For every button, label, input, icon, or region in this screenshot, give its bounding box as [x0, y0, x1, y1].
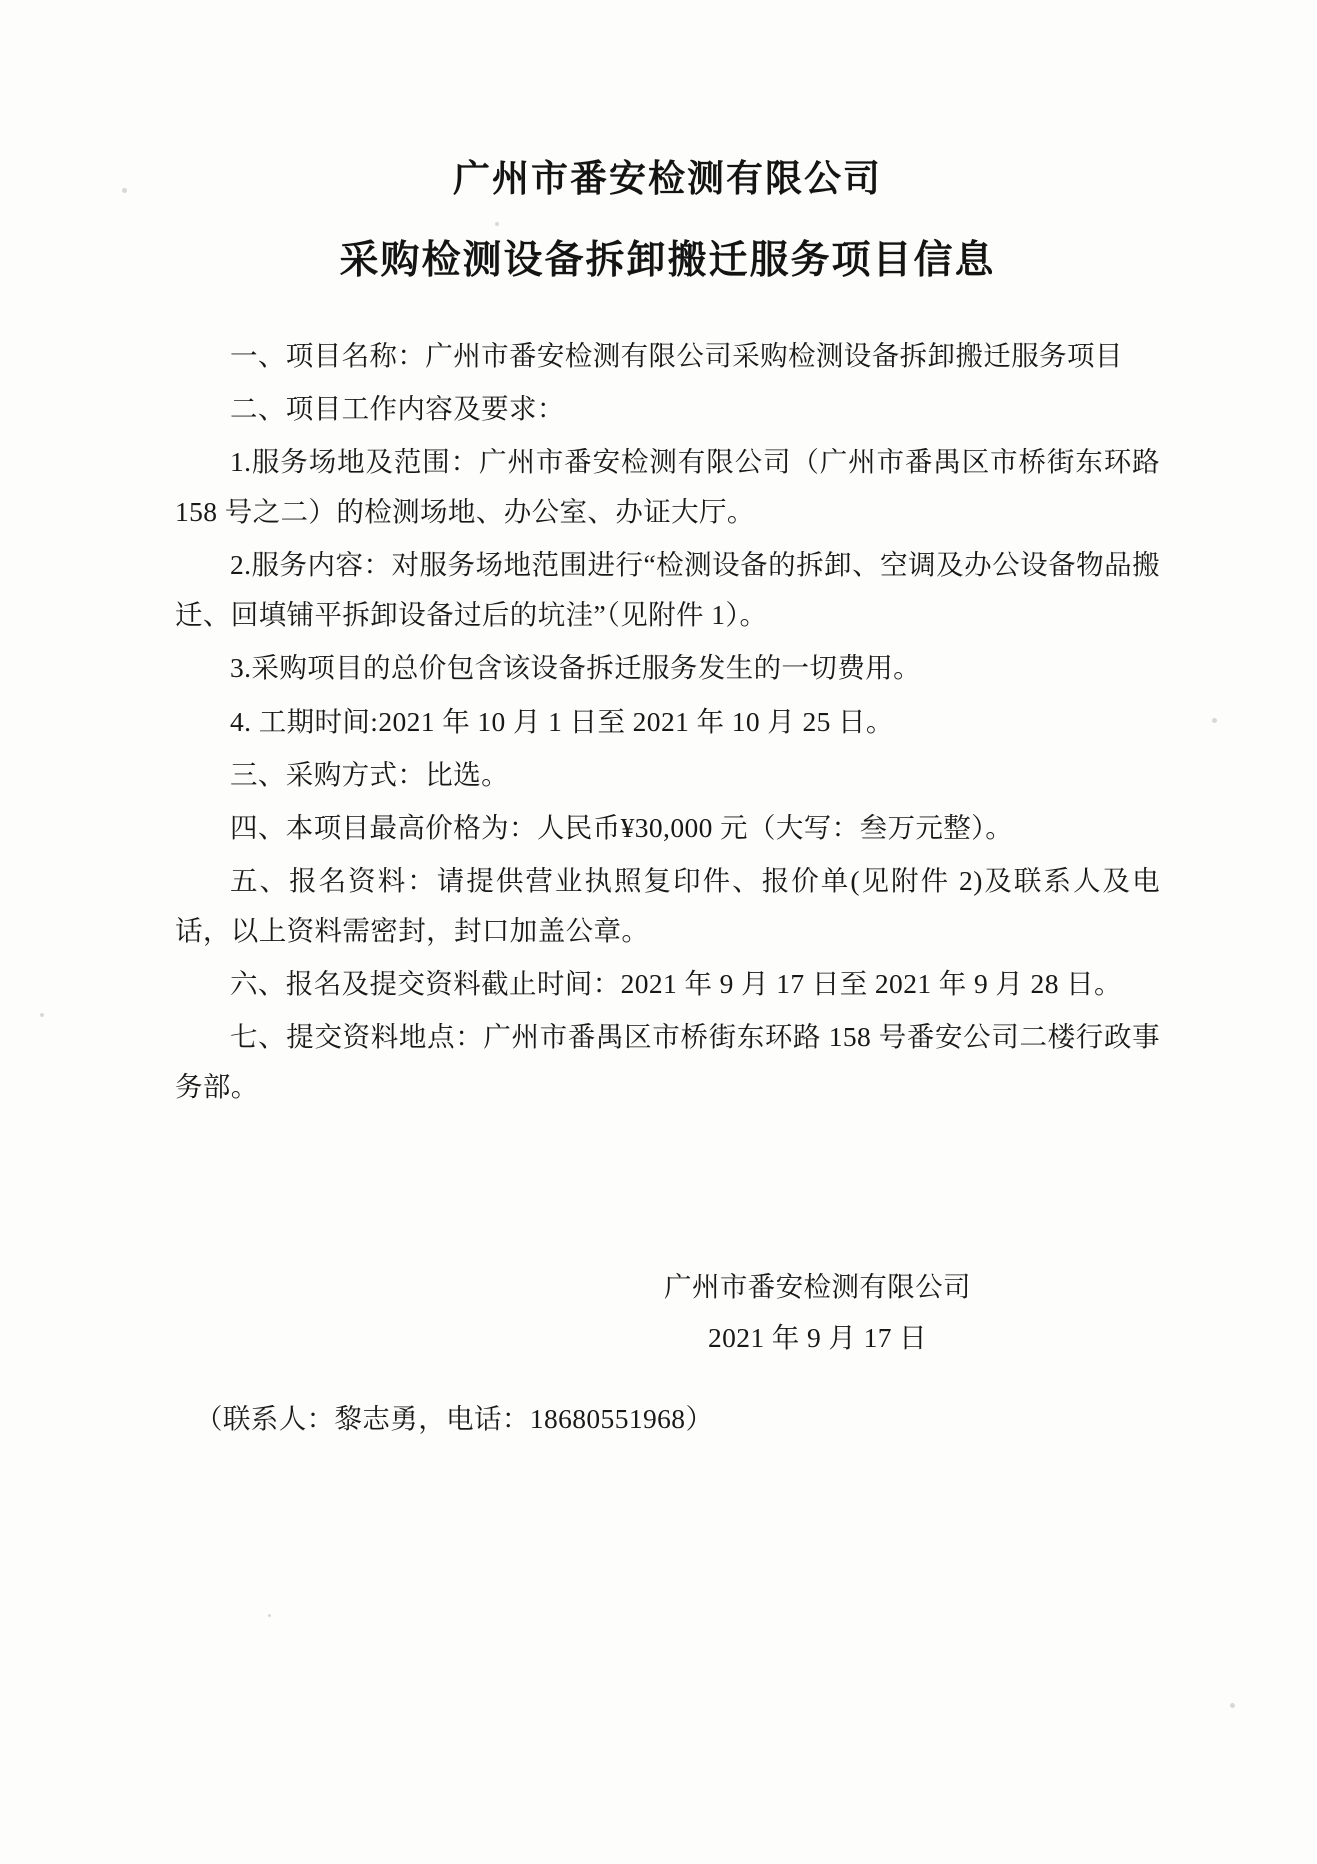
paragraph-max-price: 四、本项目最高价格为：人民币¥30,000 元（大写：叁万元整）。 — [230, 811, 1014, 843]
document-content — [175, 0, 1160, 1436]
paragraph-work-period: 4. 工期时间:2021 年 10 月 1 日至 2021 年 10 月 25 日。 — [230, 705, 894, 737]
signature-block — [175, 1262, 1160, 1364]
scan-speck — [268, 1614, 271, 1617]
contact-line: （联系人：黎志勇，电话：18680551968） — [195, 1402, 714, 1434]
document-title-line-2: 采购检测设备拆卸搬迁服务项目信息 — [339, 239, 996, 283]
paragraph-service-content: 2.服务内容：对服务场地范围进行“检测设备的拆卸、空调及办公设备物品搬迁、回填铺平拆卸设备过后的坑洼”（见附件 1）。 — [175, 549, 1160, 631]
scan-speck — [1230, 1703, 1235, 1708]
paragraph-service-location: 1.服务场地及范围：广州市番安检测有限公司（广州市番禺区市桥街东环路 158 号之二）的检测场地、办公室、办证大厅。 — [175, 446, 1160, 528]
document-title-line-1: 广州市番安检测有限公司 — [453, 159, 882, 200]
paragraph-scope-heading: 二、项目工作内容及要求： — [230, 393, 565, 425]
paragraph-application-docs: 五、报名资料：请提供营业执照复印件、报价单(见附件 2)及联系人及电话，以上资料需密封，封口加盖公章。 — [175, 864, 1160, 946]
scan-speck — [40, 1013, 44, 1017]
document-body — [175, 331, 1160, 1112]
signature-date: 2021 年 9 月 17 日 — [707, 1321, 928, 1353]
scan-speck — [122, 188, 127, 193]
paragraph-procurement-method: 三、采购方式：比选。 — [230, 758, 509, 790]
paragraph-project-name: 一、项目名称：广州市番安检测有限公司采购检测设备拆卸搬迁服务项目 — [230, 340, 1123, 372]
paragraph-total-price-scope: 3.采购项目的总价包含该设备拆迁服务发生的一切费用。 — [230, 652, 922, 684]
signature-company: 广州市番安检测有限公司 — [664, 1270, 971, 1302]
scan-speck — [1212, 718, 1217, 723]
paragraph-deadline: 六、报名及提交资料截止时间：2021 年 9 月 17 日至 2021 年 9 月 28 日。 — [230, 967, 1122, 999]
paragraph-submission-address: 七、提交资料地点：广州市番禺区市桥街东环路 158 号番安公司二楼行政事务部。 — [175, 1020, 1160, 1102]
